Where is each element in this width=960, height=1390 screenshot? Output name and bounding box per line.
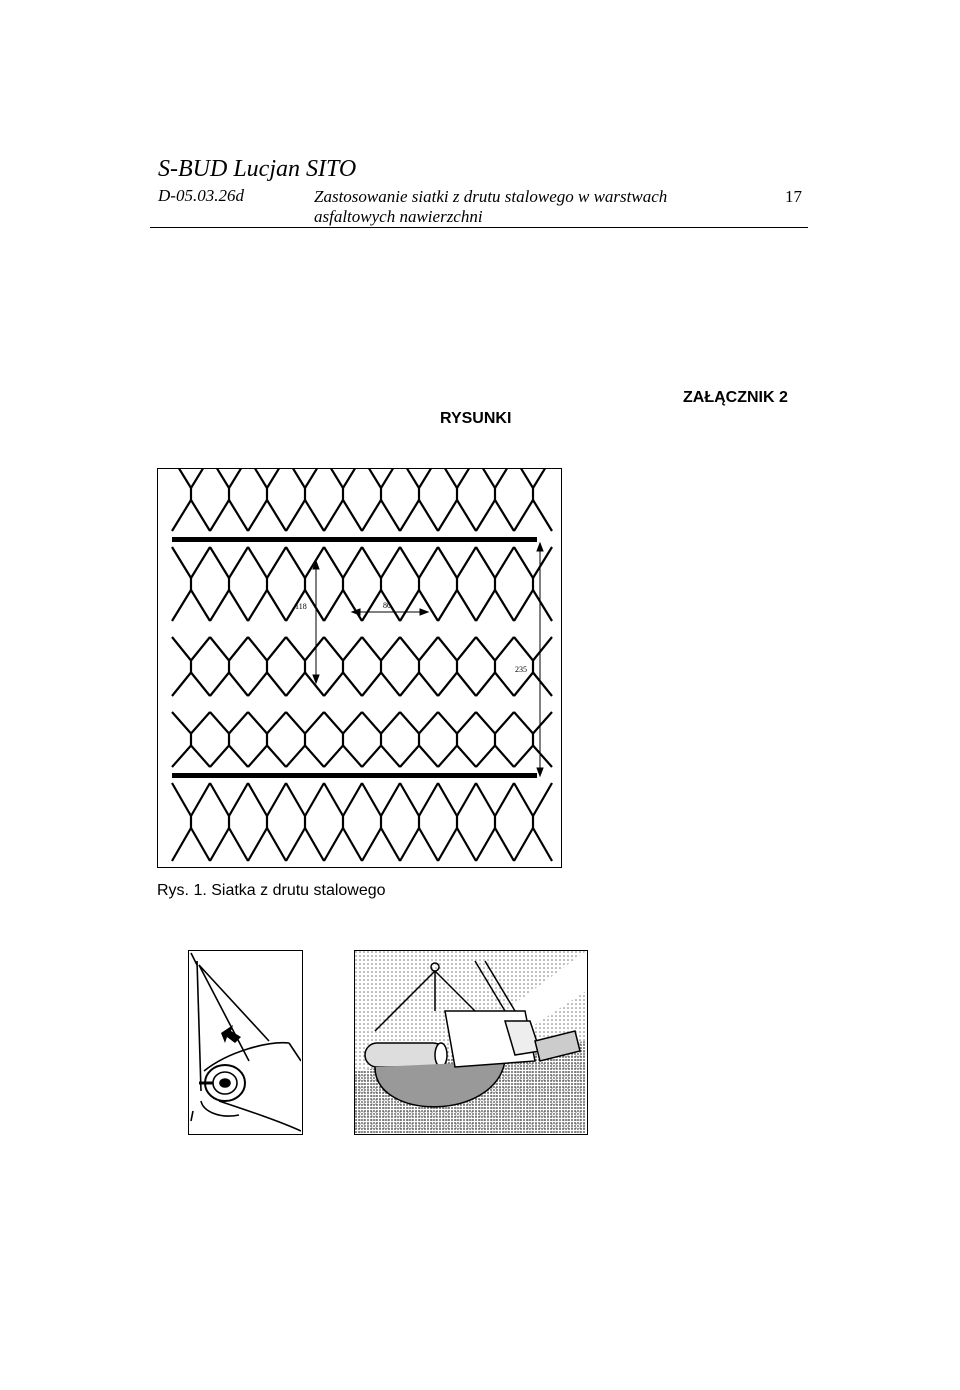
document-title: Zastosowanie siatki z drutu stalowego w warstwach asfaltowych nawierzchni — [314, 187, 668, 226]
header-rule — [150, 227, 808, 228]
document-code: D-05.03.26d — [158, 186, 244, 205]
dim-label-mesh-height: 118 — [295, 602, 307, 611]
wire-mesh-figure — [157, 468, 562, 868]
wire-mesh-drawing — [158, 469, 560, 866]
dim-label-strip-spacing: 235 — [515, 665, 527, 674]
annex-label: ZAŁĄCZNIK 2 — [683, 389, 788, 406]
company-name: S-BUD Lucjan SITO — [158, 156, 357, 182]
unrolling-mesh-illustration — [188, 950, 303, 1135]
dim-label-mesh-width: 80 — [383, 601, 391, 610]
dimension-lines — [313, 543, 543, 776]
section-title: RYSUNKI — [440, 410, 512, 427]
page-number: 17 — [785, 187, 802, 206]
figure-caption: Rys. 1. Siatka z drutu stalowego — [157, 882, 386, 899]
roller-laying-mesh-illustration — [354, 950, 588, 1135]
